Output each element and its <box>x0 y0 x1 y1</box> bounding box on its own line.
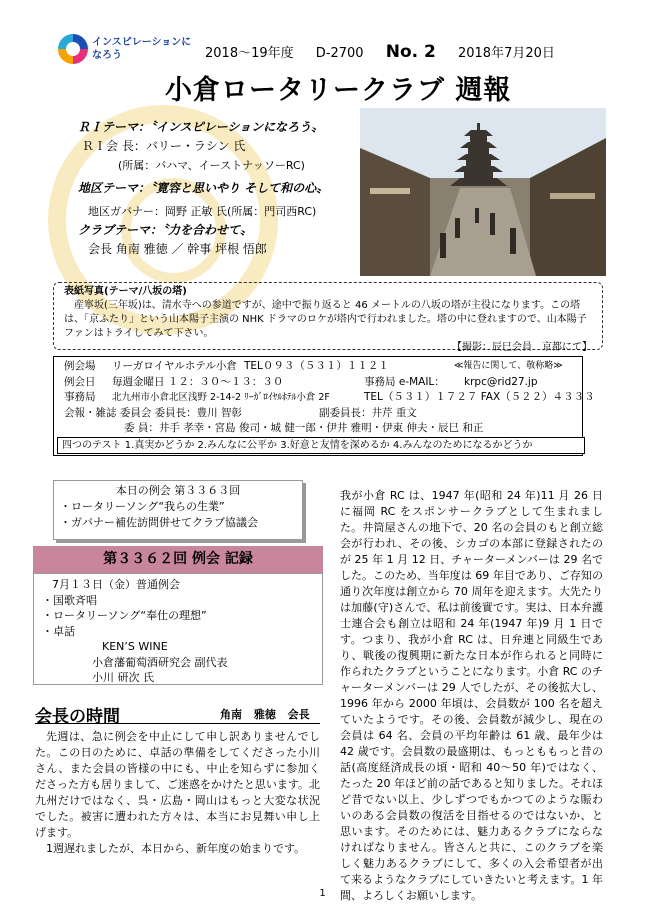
issue-number: No. 2 <box>385 42 436 62</box>
president-section-title: 会長の時間 <box>35 707 120 727</box>
record-item: ・ロータリーソング“奉仕の理想” <box>42 609 207 622</box>
issue-date: 2018年7月20日 <box>457 46 555 61</box>
speaker-line: 小倉藩葡萄酒研究会 副代表 <box>92 655 228 669</box>
president-text-right <box>340 488 603 904</box>
ri-president: ＲＩ会 長：バリー・ラシン 氏 <box>82 139 246 153</box>
cover-credit: 【撮影：辰巳会員 京都にて】 <box>452 342 592 353</box>
today-item: ・ロータリーソング“我らの生業” <box>60 500 225 513</box>
cover-body: 産寧坂(三年坂)は、清水寺への参道ですが、途中で振り返ると 46 メートルの八坂の塔が主役になります。この塔は、「京ふたり」という山本陽子主演の NHK ドラマのロケが塔内で行われました。塔の中に登れますので、山本陽子ファンはトライしてみて下さい。 <box>64 300 587 339</box>
theme-block <box>78 118 358 259</box>
meeting-day: 毎週金曜日 １２：３０～１３：３０ <box>112 375 284 388</box>
president-paragraph: 我が小倉 RC は、1947 年(昭和 24 年)11 月 26 日に福岡 RC をスポンサークラブとして生まれました。井筒屋さんの地下で、20 名の会員のもと創立総会が行われ、その後、シカゴの本部に登録されたのが 25 年 1 月 12 日、チャーターメンバーは 29 名でした。このため、当年度は 69 年目であり、ご存知の通り次年度は創立から 70 周年を迎えます。大先たりは加藤(守)さんで、私は前後實です。実は、日本弁護士連合会も創立は昭和 24 年(1947 年)9 月 1 日です。つまり、我が小倉 RC は、日弁連と同級生であり、戦後の復興期に新たな日本が作られると同時に作られたクラブということになります。小倉 RC のチャーターメンバーは 29 人でしたが、その後拡大し、1996 年から 2000 年頃は、会員数が 100 名を超えていたようです。その後、会員数が減少し、現在の会員は 64 名、会員の平均年齢は 61 歳、最年少は 42 歳です。会員数の最盛期は、もっとももっと昔の話(高度経済成長の頃・昭和 40～50 年)ではなく、たった 20 年ほど前の話であると知りました。それほど昔でない以上、少しずつでもかつてのような賑わいのある会員数の復活を目指せるのではないか、と思います。そのためには、魅力あるクラブにならなければなりません。皆さんと共に、このクラブを楽しく魅力あるクラブにして、多くの入会希望者が出て来るようなクラブにしていきたいと考えます。1 年間、よろしくお願いします。 <box>340 489 603 902</box>
president-text-left <box>35 729 320 857</box>
committee-members: 委 員：井手 孝幸・宮島 俊司・城 健一郎・伊井 雅明・伊東 伸夫・辰巳 和正 <box>124 422 484 434</box>
four-way-test: 四つのテスト 1.真実かどうか 2.みんなに公平か 3.好意と友情を深めるか 4.みんなのためになるかどうか <box>57 437 585 454</box>
governor: 地区ガバナー：岡野 正敏 氏(所属：門司西RC) <box>88 205 317 218</box>
club-theme: クラブテーマ：〝力を合わせて〟 <box>78 223 253 237</box>
meeting-record-box <box>33 573 323 685</box>
page-title: 小倉ロータリークラブ 週報 <box>165 75 512 106</box>
ri-theme: ＲＩテーマ：〝インスピレーションになろう〟 <box>78 120 324 134</box>
cover-description <box>53 282 603 353</box>
office-label: 事務局 <box>64 391 96 403</box>
record-item: ・卓話 <box>42 624 75 638</box>
president-paragraph: 先週は、急に例会を中止にして申し訳ありませんでした。この日のために、卓話の準備をしてくださった小川さん、また会員の皆様の中にも、中止を知らずに参加くださった方も居りまして、ご迷惑をかけたと思います。北九州だけではなく、呉・広島・岡山はもっと大変な状況でした。被害に遭われた方々は、本当にお見舞い申し上げます。 <box>35 730 320 839</box>
section-divider <box>35 723 320 724</box>
rotary-theme-logo <box>58 34 193 68</box>
today-meeting-title: 本日の例会 第３３６３回 <box>115 484 241 497</box>
district-theme: 地区テーマ：〝寛容と思いやり そして和の心〟 <box>78 181 329 195</box>
committee-chair: 会報・雑誌 委員会 委員長：豊川 智彰 <box>64 406 243 419</box>
meeting-day-label: 例会日 <box>64 375 96 388</box>
page-number: 1 <box>319 888 326 899</box>
office-address: 北九州市小倉北区浅野 2-14-2 ﾘｰｶﾞﾛｲﾔﾙﾎﾃﾙ小倉 2F <box>112 392 330 403</box>
email-link[interactable]: krpc@rid27.jp <box>464 375 538 388</box>
issue-header <box>205 42 573 62</box>
president-paragraph: 1週遅れましたが、本日から、新年度の始まりです。 <box>46 842 306 855</box>
meeting-record-header: 第３３６２回 例会 記録 <box>33 546 323 573</box>
email-label: 事務局 e-MAIL： <box>364 375 445 388</box>
speaker-line: 小川 研次 氏 <box>92 671 154 684</box>
venue-tel: TEL０９３（５３１）１１２１ <box>244 360 389 372</box>
cover-photo <box>360 108 606 276</box>
office-tel-fax: TEL（５３１）１７２７ FAX（５２２）４３３３ <box>364 391 595 403</box>
district-code: D-2700 <box>315 46 364 61</box>
today-meeting-box <box>53 480 303 540</box>
president-name: 角南 雅徳 会長 <box>220 708 310 721</box>
honorific-note: ≪報告に関して、敬称略≫ <box>454 361 563 371</box>
today-item: ・ガバナー補佐訪問併せてクラブ協議会 <box>60 516 258 529</box>
inspiration-logo-icon <box>58 34 88 64</box>
logo-text: インスピレーションに なろう <box>92 37 192 61</box>
record-item: ・国歌斉唱 <box>42 593 97 607</box>
fiscal-year: 2018～19年度 <box>205 46 294 61</box>
ri-president-club: (所属：バハマ、イーストナッソーRC) <box>118 159 305 172</box>
speaker-line: KEN’S WINE <box>102 640 168 653</box>
cover-heading: 表紙写真(テーマ/八坂の塔) <box>64 286 187 297</box>
committee-vice: 副委員長：井芹 重文 <box>319 406 417 419</box>
record-date: 7月１３日（金）普通例会 <box>52 578 180 591</box>
venue: リーガロイヤルホテル小倉 <box>112 360 237 372</box>
venue-label: 例会場 <box>64 360 96 372</box>
club-officers: 会長 角南 雅徳 ／ 幹事 坪根 悟郎 <box>88 242 267 256</box>
